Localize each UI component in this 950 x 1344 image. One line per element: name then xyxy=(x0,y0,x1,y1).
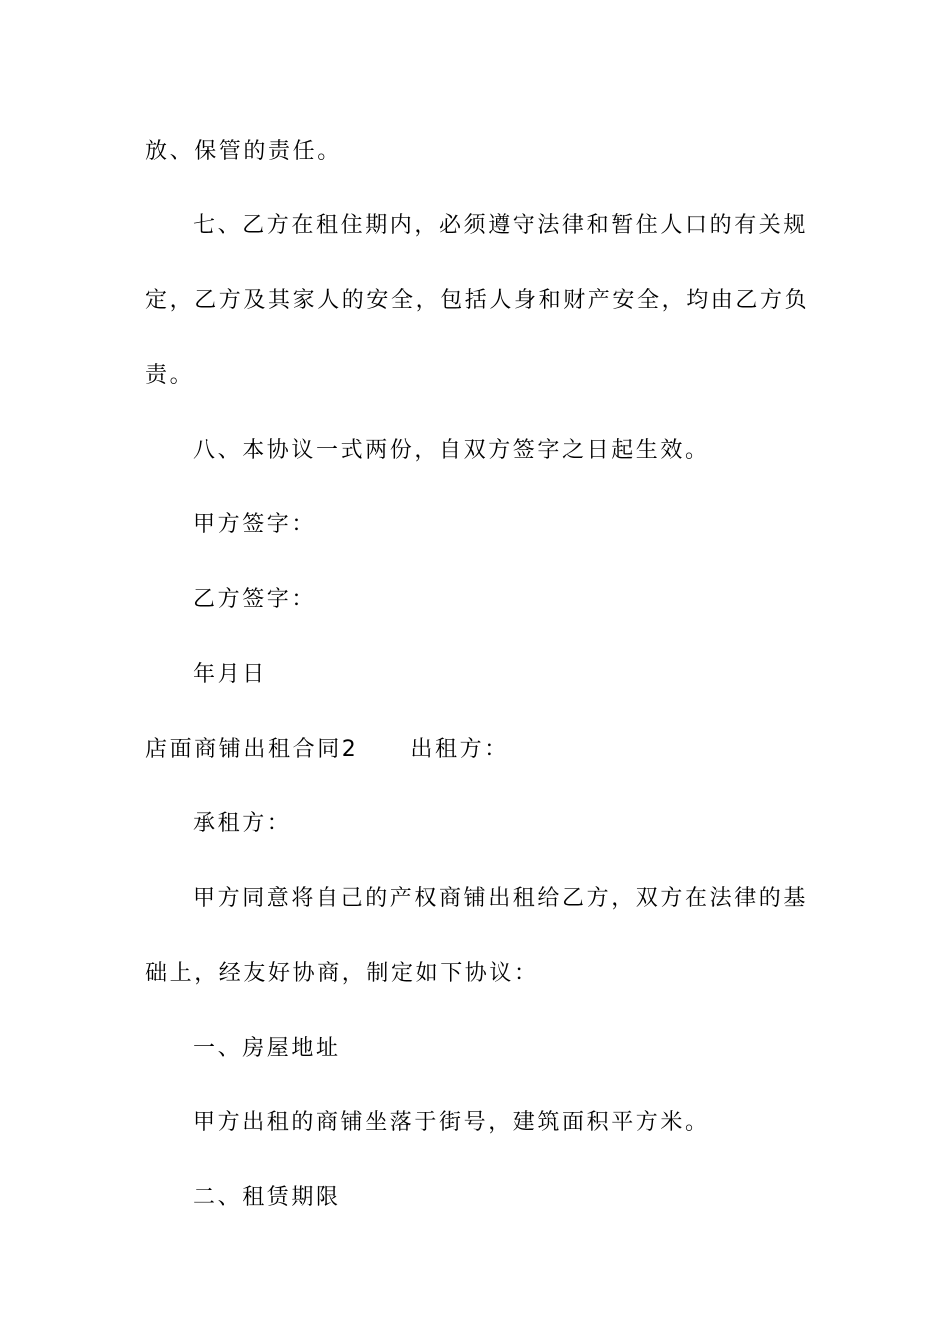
party-a-signature: 甲方签字： xyxy=(193,512,317,537)
lessor-label: 出租方： xyxy=(410,737,509,762)
section-one-text: 甲方出租的商铺坐落于街号，建筑面积平方米。 xyxy=(193,1110,710,1135)
clause-seven-line-1: 七、乙方在租住期内，必须遵守法律和暂住人口的有关规 xyxy=(193,213,809,238)
party-b-signature: 乙方签字： xyxy=(193,587,317,612)
agreement-intro-line-1: 甲方同意将自己的产权商铺出租给乙方，双方在法律的基 xyxy=(193,886,809,911)
date-line: 年月日 xyxy=(193,662,267,687)
section-one-heading: 一、房屋地址 xyxy=(193,1036,341,1061)
clause-seven-line-2: 定，乙方及其家人的安全，包括人身和财产安全，均由乙方负 xyxy=(145,288,810,313)
paragraph-line: 放、保管的责任。 xyxy=(145,139,342,164)
agreement-intro-line-2: 础上，经友好协商，制定如下协议： xyxy=(145,961,539,986)
contract-title: 店面商铺出租合同2 xyxy=(145,737,359,762)
clause-seven-line-3: 责。 xyxy=(145,363,195,388)
clause-eight: 八、本协议一式两份，自双方签字之日起生效。 xyxy=(193,438,710,463)
contract-title-line xyxy=(145,735,509,765)
section-two-heading: 二、租赁期限 xyxy=(193,1185,341,1210)
lessee-label: 承租方： xyxy=(193,811,292,836)
